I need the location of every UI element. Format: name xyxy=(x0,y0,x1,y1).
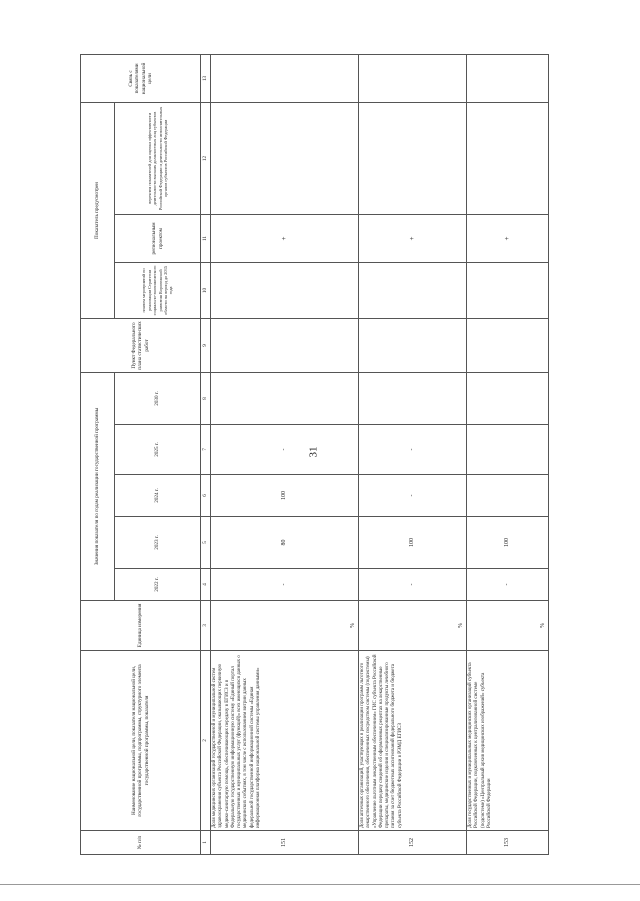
row-2023: 100 xyxy=(359,517,467,569)
row-2023: 80 xyxy=(211,517,359,569)
row-fed-plan xyxy=(211,318,359,372)
row-2025: - xyxy=(359,425,467,475)
header-name: Наименование национальной цели, показателя национальной цели, государственной программы, подпрограммы, структурного элемента государственной программы, показателя xyxy=(81,651,201,831)
row-plan-ind xyxy=(467,262,549,318)
row-name: Доля аптечных организаций, участвующих в реализации программ льготного лекарственного обеспечения, обеспеченных посредством системы (подсистемы) «Управление льготным лекарственным обеспечением» ГИС субъекта Российской Федерации передачу сведений об оформленных рецептах на лекарственные препараты, медицинские изделия и специализированные продукты лечебного питания за счет бюджетных ассигнований федерального бюджета и бюджета субъекта Российской Федерации в РЭМД ЕГИСЗ xyxy=(359,651,467,831)
col-number: 3 xyxy=(201,601,211,651)
page-bottom-rule xyxy=(0,884,640,885)
header-link: Связь с показателями национальной цели xyxy=(81,54,201,102)
col-number: 11 xyxy=(201,214,211,262)
header-unit: Единица измерения xyxy=(81,601,201,651)
row-2030 xyxy=(211,372,359,424)
row-link xyxy=(467,54,549,102)
col-number: 8 xyxy=(201,372,211,424)
row-fed-plan xyxy=(467,318,549,372)
row-eval xyxy=(211,102,359,214)
row-regional: + xyxy=(467,214,549,262)
header-2022: 2022 г. xyxy=(115,569,201,601)
table-row xyxy=(211,54,359,854)
col-number: 7 xyxy=(201,425,211,475)
col-number: 2 xyxy=(201,651,211,831)
rotated-table-container xyxy=(80,55,548,855)
row-eval xyxy=(359,102,467,214)
row-regional: + xyxy=(211,214,359,262)
row-2024: - xyxy=(359,475,467,517)
col-number: 1 xyxy=(201,831,211,855)
row-name: Доля государственных и муниципальных медицинских организаций субъекта Российской Федерации, подключенных к централизованной системе (подсистеме) «Центральный архив медицинских изображений» субъекта Российской Федерации xyxy=(467,651,549,831)
col-number: 5 xyxy=(201,517,211,569)
row-num: 151 xyxy=(211,831,359,855)
header-num: № п/п xyxy=(81,831,201,855)
row-2022: - xyxy=(211,569,359,601)
col-number: 10 xyxy=(201,262,211,318)
col-number: 4 xyxy=(201,569,211,601)
row-name: Доля медицинских организаций государственной и муниципальной систем здравоохранения субъекта Российской Федерации, оказывающих первичную медико-санитарную помощь, обеспечивающих передачу в ЕГИСЗ и в Федеральную государственную информационную систему «Единый портал государственных и муниципальных услуг (функций)» всех имеющихся данных о медицинских событиях, в том числе с использованием витрин данных федеральной государственной информационной системы «Единая информационная платформа национальной системы управления данными» xyxy=(211,651,359,831)
header-eval: перечнем показателей для оценки эффективности деятельности высших должностных лиц субъектов Российской Федерации и деятельности исполнительных органов субъектов Российской Федерации xyxy=(115,102,201,214)
table-row xyxy=(467,54,549,854)
header-fed-plan: Пункт Федерального плана статистических работ xyxy=(81,318,201,372)
header-2025: 2025 г. xyxy=(115,425,201,475)
row-2024 xyxy=(467,475,549,517)
row-2022: - xyxy=(467,569,549,601)
col-number: 6 xyxy=(201,475,211,517)
col-number: 13 xyxy=(201,54,211,102)
row-2023: 100 xyxy=(467,517,549,569)
page-number: 31 xyxy=(307,446,320,458)
row-plan-ind xyxy=(359,262,467,318)
table-row xyxy=(359,54,467,854)
header-2024: 2024 г. xyxy=(115,475,201,517)
row-plan-ind xyxy=(211,262,359,318)
row-fed-plan xyxy=(359,318,467,372)
row-num: 153 xyxy=(467,831,549,855)
column-number-row xyxy=(201,54,211,854)
header-row-1 xyxy=(81,54,115,854)
row-unit: % xyxy=(359,601,467,651)
row-2024: 100 xyxy=(211,475,359,517)
row-2025 xyxy=(467,425,549,475)
rotated-page-area xyxy=(80,55,548,855)
row-regional: + xyxy=(359,214,467,262)
header-plan-ind: планом мероприятий по реализации Стратегии социально-экономического развития Воронежской области на период до 2035 года xyxy=(115,262,201,318)
header-2023: 2023 г. xyxy=(115,517,201,569)
row-link xyxy=(359,54,467,102)
row-unit: % xyxy=(467,601,549,651)
header-2030: 2030 г. xyxy=(115,372,201,424)
row-eval xyxy=(467,102,549,214)
row-num: 152 xyxy=(359,831,467,855)
header-values-group: Значения показателя по годам реализации государственной программы xyxy=(81,372,115,600)
header-regional: региональным проектом xyxy=(115,214,201,262)
row-link xyxy=(211,54,359,102)
col-number: 12 xyxy=(201,102,211,214)
indicators-table xyxy=(80,54,549,855)
col-number: 9 xyxy=(201,318,211,372)
row-unit: % xyxy=(211,601,359,651)
row-2022: - xyxy=(359,569,467,601)
row-2030 xyxy=(467,372,549,424)
header-indicators-group: Показатель предусмотрен xyxy=(81,102,115,318)
row-2025: - xyxy=(211,425,359,475)
row-2030 xyxy=(359,372,467,424)
